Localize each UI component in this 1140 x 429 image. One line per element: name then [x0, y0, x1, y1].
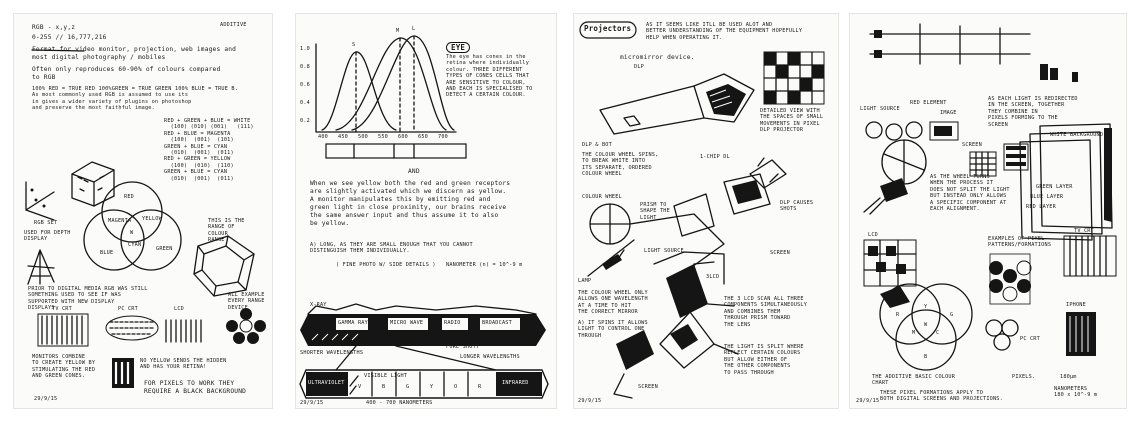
lcd-pattern: [864, 240, 916, 286]
and-label: AND: [408, 168, 420, 175]
image-label: IMAGE: [940, 110, 957, 116]
pixels-note: FOR PIXELS TO WORK THEY REQUIRE A BLACK BACKGROUND: [144, 380, 247, 395]
spectrum-letter-g: G: [406, 384, 410, 390]
notebook-page-additive-pixels: [850, 14, 1126, 408]
venn-label-blue: BLUE: [100, 250, 114, 256]
yellow-text: When we see yellow both the red and green receptors are slightly activated which we discern as yellow. A monitor manipulates this by emitting red and green light in close proximity, our brains receive the same answer input and thus assume it to also be yellow.: [310, 180, 511, 227]
yellow-note: NO YELLOW SENDS THE HIDDEN AND HAS YOUR RETINA!: [140, 358, 227, 371]
x-tick-450: 450: [338, 134, 348, 140]
nanometers-label: NANOMETERS 180 x 10^-9 m: [1054, 386, 1098, 399]
bright-note: 100% RED = TRUE RED 100%GREEN = TRUE GREEN 100% BLUE = TRUE B. As most commonly used RGB is assumed to use its in gives a wider variety of plugins on photoshop and preserve the most faithful image.: [32, 86, 239, 112]
y-tick-2: 0.8: [300, 64, 310, 70]
spectrum-xray: X-RAY: [310, 302, 327, 308]
pixel-grid-small: [970, 144, 1028, 176]
light-source-label-4: LIGHT SOURCE: [860, 106, 900, 112]
notebook-page-projectors: [574, 14, 838, 408]
pc-crt-label: PC CRT: [1020, 336, 1040, 342]
y-tick-3: 0.6: [300, 82, 310, 88]
yellow-box-sketch: [112, 358, 134, 388]
question-text: A) LONG, AS THEY ARE SMALL ENOUGH THAT YOU CANNOT DISTINGUISH THEM INDIVIDUALLY.: [310, 242, 473, 255]
rgb-cube-sketch: [72, 162, 114, 206]
spin-note: A) IT SPINS IT ALLOWS LIGHT TO CONTROL ONE THROUGH: [578, 320, 648, 339]
dlp-chip-sketch: [600, 74, 754, 134]
rgb-intro: Format for video monitor, projection, web images and most digital photography / mobiles: [32, 46, 237, 61]
dlp-causes: DLP CAUSES SHOTS: [780, 200, 814, 213]
page1-heading-right: ADDITIVE: [220, 22, 247, 28]
venn-label-yellow: YELLOW: [142, 216, 162, 222]
pixels-label: PIXELS.: [1012, 374, 1036, 380]
screen-pattern-tv-crt: [38, 314, 88, 346]
green-layer-label: GREEN LAYER: [1036, 184, 1073, 190]
venn-b: B: [924, 354, 928, 360]
circle-pixel-pattern: [989, 254, 1031, 304]
page3-date: 29/9/15: [578, 398, 602, 404]
gamut-shape-sketch: [194, 236, 254, 296]
venn-label-magenta: MAGENTA: [108, 218, 132, 224]
peak-l: L: [412, 26, 416, 32]
lens-label: LENS: [738, 192, 752, 198]
peak-m: M: [396, 28, 400, 34]
side-note: ALL EXAMPLE EVERY RANGE DEVICE: [228, 292, 265, 311]
range-note: THIS IS THE RANGE OF COLOUR RANGE: [208, 218, 245, 244]
label-pc-crt: PC CRT: [118, 306, 138, 312]
layer-stack-sketch: [1020, 124, 1112, 240]
white-background-label: WHITE BACKGROUND: [1050, 132, 1104, 138]
prism-note: PRISM TO SHAPE THE LIGHT: [640, 202, 670, 221]
venn-g: G: [950, 312, 954, 318]
projectors-top-note: AS IT SEEMS LIKE ITLL BE USED ALOT AND BETTER UNDERSTANDING OF THE EQUIPMENT HOPEFULLY HELP WHEN OPERATING IT.: [646, 22, 803, 41]
y-tick-4: 0.4: [300, 100, 310, 106]
cube-note: USED FOR DEPTH DISPLAY: [24, 230, 71, 243]
short-wavelengths: SHORTER WAVELENGTHS: [300, 350, 364, 356]
rgb-title: RGB - x,y,z: [32, 24, 76, 31]
screen-label: SCREEN: [770, 250, 790, 256]
screen-label-4: SCREEN: [962, 142, 982, 148]
venn-label-white: W: [130, 230, 134, 236]
projectors-title: Projectors: [584, 24, 632, 33]
light-source-label: LIGHT SOURCE: [644, 248, 684, 254]
venn-label-cyan: CYAN: [128, 242, 142, 248]
spectrum-gamma: GAMMA RAY: [338, 320, 368, 326]
x-tick-400: 400: [318, 134, 328, 140]
dlp-label: DLP: [634, 64, 644, 70]
one-chip-label: 1-CHIP DL: [700, 154, 730, 160]
lcd-label: 3LCD: [706, 274, 720, 280]
fore-shott: FORE SHOTT: [446, 344, 480, 350]
light-path-sketch: [870, 24, 1078, 82]
venn-m: M: [912, 330, 916, 336]
venn-label-green: GREEN: [156, 246, 173, 252]
prior-note: PRIOR TO DIGITAL MEDIA RGB WAS STILL SOMETHING USED TO SEE IF WAS SUPPORTED WITH NEW DISPLAY DISPLAYS: [28, 286, 148, 312]
dlp-mirror-grid: [764, 52, 824, 104]
notebook-page-eye: [296, 14, 556, 408]
oneside-note: THE COLOUR WHEEL ONLY ALLOWS ONE WAVELENGTH AT A TIME TO HIT THE CORRECT MIRROR: [578, 290, 648, 316]
red-layer-label: RED LAYER: [1026, 204, 1056, 210]
wheel-note-4: AS THE WHEEL TURNS WHEN THE PROCESS IT DOES NOT SPLIT THE LIGHT BUT INSTEAD ONLY ALLOWS A SPECIFIC COMPONENT AT EACH ALIGNMENT.: [930, 174, 1010, 213]
cone-response-graph: [316, 36, 456, 132]
spectrum-radio: RADIO: [444, 320, 461, 326]
dlp-side-note: DETAILED VIEW WITH THE SPACES OF SMALL MOVEMENTS IN PIXEL DLP PROJECTOR: [760, 108, 824, 134]
pixel-dots-sketch: [226, 308, 266, 344]
eye-label: EYE: [446, 42, 470, 53]
pc-crt-pattern: [986, 320, 1018, 350]
colour-wheel-projector: [864, 140, 926, 214]
iphone-label: IPHONE: [1066, 302, 1086, 308]
em-spectrum-band: [300, 314, 546, 346]
lcd-label-4: LCD: [868, 232, 878, 238]
iphone-pattern: [1066, 312, 1096, 356]
x-tick-600: 600: [398, 134, 408, 140]
monitor-note: MONITORS COMBINE TO CREATE YELLOW BY STIMULATING THE RED AND GREEN CONES.: [32, 354, 96, 380]
x-tick-650: 650: [418, 134, 428, 140]
range-nm: 400 - 700 NANOMETERS: [366, 400, 433, 406]
split-note: THE LIGHT IS SPLIT WHERE REFLECT CERTAIN COLOURS BUT ALLOW EITHER OF THE OTHER COMPONENTS TO PASS THROUGH: [724, 344, 804, 376]
nano-note: NANOMETER (n) = 10^-9 m: [446, 262, 523, 268]
y-tick-1: 1.0: [300, 46, 310, 52]
tv-crt-label: TV CRT: [1074, 228, 1094, 234]
micro-note: micromirror device.: [620, 54, 695, 61]
prism-sketch: [674, 174, 770, 236]
page1-date: 29/9/15: [34, 396, 58, 402]
chip-note: DLP & BOT: [582, 142, 612, 148]
venn-y: Y: [924, 304, 928, 310]
screen-pattern-lcd: [166, 320, 201, 342]
size-label: 180μm: [1060, 374, 1077, 380]
spectrum-broadcast: BROADCAST: [482, 320, 512, 326]
cone-bar: [326, 144, 466, 158]
label-tv-crt: TV CRT: [52, 306, 72, 312]
formation-note: THESE PIXEL FORMATIONS APPLY TO BOTH DIGITAL SCREENS AND PROJECTIONS.: [880, 390, 1003, 403]
venn-c: C: [936, 330, 940, 336]
y-tick-5: 0.2: [300, 118, 310, 124]
combine-note: AS EACH LIGHT IS REDIRECTED IN THE SCREEN, TOGETHER THEY COMBINE IN PIXELS FORMING TO THE SCREEN: [988, 96, 1078, 128]
fine-note: ( FINE PHOTO W/ SIDE DETAILS ): [336, 262, 436, 268]
infrared-label: INFRARED: [502, 380, 529, 386]
cube-label: RGB SET: [34, 220, 58, 226]
lamp-label: LAMP: [578, 278, 592, 284]
tv-crt-pattern: [1064, 236, 1116, 276]
spectrum-letter-v: V: [358, 384, 362, 390]
colour-wheel-label: COLOUR WHEEL: [582, 194, 622, 200]
screen-pattern-pc-crt: [106, 316, 158, 340]
rgb-axis-sketch: [26, 182, 54, 220]
blue-layer-label: BLUE LAYER: [1030, 194, 1064, 200]
additive-note: THE ADDITIVE BASIC COLOUR CHART: [872, 374, 956, 387]
eye-note: The eye has cones in the retina where individually colour. THREE DIFFERENT TYPES OF CONES CELLS THAT ARE SENSITIVE TO COLOUR, AND EACH IS SPECIALISED TO DETECT A CERTAIN COLOUR.: [446, 54, 533, 99]
spectrum-letter-o: O: [454, 384, 458, 390]
wheel-note: THE COLOUR WHEEL SPINS, TO BREAK WHITE INTO ITS SEPARATE, ORDERED COLOUR WHEEL: [582, 152, 659, 178]
notebook-page-rgb: [14, 14, 272, 408]
x-tick-550: 550: [378, 134, 388, 140]
gamut-note: Often only reproduces 60-90% of colours compared to RGB: [32, 66, 221, 81]
examples-note: EXAMPLES OF PIXEL PATTERNS/FORMATIONS: [988, 236, 1052, 249]
long-wavelengths: LONGER WAVELENGTHS: [460, 354, 520, 360]
light-source-sketch: [866, 122, 958, 140]
x-tick-700: 700: [438, 134, 448, 140]
rgb-range: 0-255 // 16,777,216: [32, 34, 107, 41]
ultraviolet-label: ULTRAVIOLET: [308, 380, 345, 386]
venn-w: W: [924, 322, 928, 328]
spectrum-microwave: MICRO WAVE: [390, 320, 424, 326]
page2-date: 29/9/15: [300, 400, 324, 406]
spectrum-letter-y: Y: [430, 384, 434, 390]
venn-label-red: RED: [124, 194, 134, 200]
peak-s: S: [352, 42, 356, 48]
venn-r: R: [896, 312, 900, 318]
tripod-sketch: [28, 250, 54, 284]
red-element-label: RED ELEMENT: [910, 100, 947, 106]
visible-light-label: VISIBLE LIGHT: [364, 373, 408, 379]
light-beam-sketch: [588, 240, 634, 276]
spectrum-letter-b: B: [382, 384, 386, 390]
mix-list: RED + GREEN + BLUE = WHITE (100) (010) (001) (111) RED + BLUE = MAGENTA (100) (001) (101) GREEN + BLUE = CYAN (010) (001) (011) RED + GREEN = YELLOW (100) (010) (110) GREEN + BLUE = CYAN (010) (001) (011): [164, 118, 254, 182]
label-lcd: LCD: [174, 306, 184, 312]
page4-date: 29/9/15: [856, 398, 880, 404]
lcd-note: THE 3 LCD SCAN ALL THREE COMPONENTS SIMULTANEOUSLY AND COMBINES THEM THROUGH PRISM TOWARD THE LENS: [724, 296, 808, 328]
spectrum-letter-r: R: [478, 384, 482, 390]
screen-bottom-label: SCREEN: [638, 384, 658, 390]
x-tick-500: 500: [358, 134, 368, 140]
